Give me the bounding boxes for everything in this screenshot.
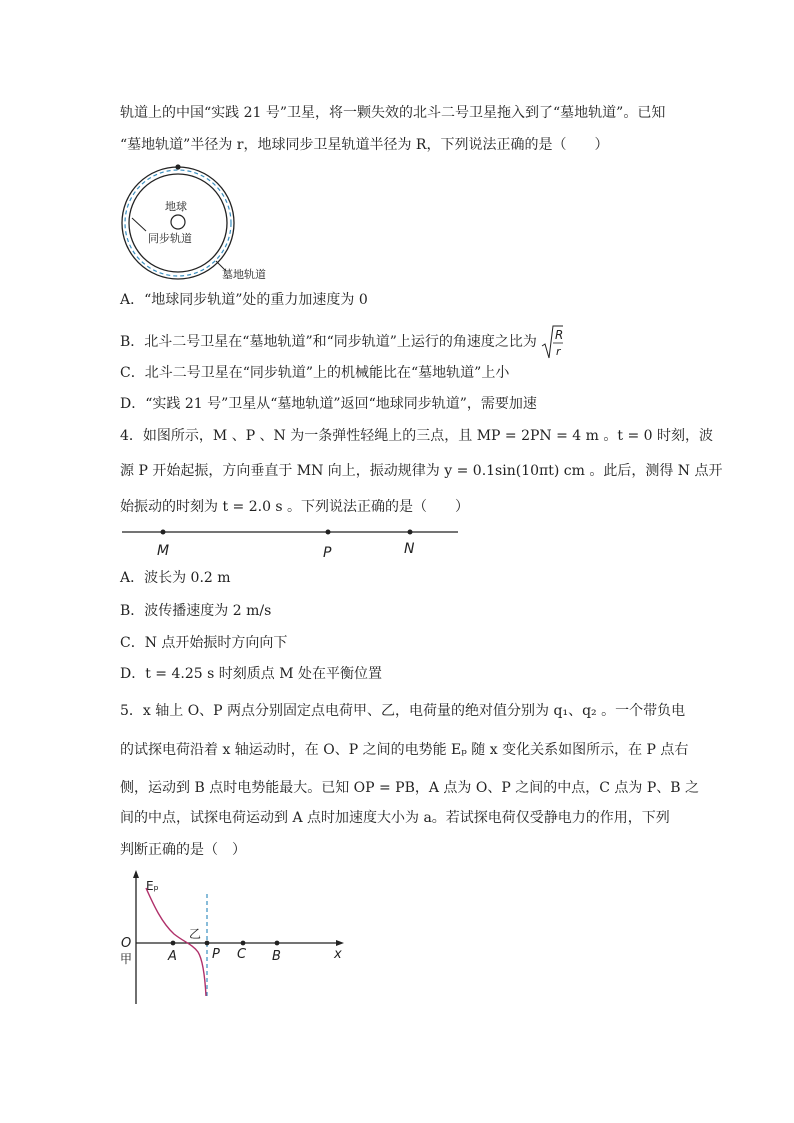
q5-stem-line-2: 的试探电荷沿着 x 轴运动时，在 O、P 之间的电势能 Eₚ 随 x 变化关系如图所示，在 P 点右 [120,742,689,758]
q4-option-a: A．波长为 0.2 m [120,570,231,586]
point-n-dot [408,530,413,535]
q4-option-c: C．N 点开始振时方向向下 [120,635,288,651]
point-p-dot [326,530,331,535]
earth-label: 地球 [165,200,187,213]
q3-stem-line-1: 轨道上的中国“实践 21 号”卫星，将一颗失效的北斗二号卫星拖入到了“墓地轨道”。已知 [120,105,666,121]
ratio-denominator: r [556,345,561,358]
q4-stem-line-3: 始振动的时刻为 t = 2.0 s 。下列说法正确的是（ ） [120,499,470,515]
point-b-label: B [272,949,281,964]
q5-stem-line-5: 判断正确的是（ ） [120,842,246,858]
sync-pointer [132,218,146,231]
grave-orbit-inner [129,174,227,272]
origin-label: O [121,936,132,951]
q3-option-c: C．北斗二号卫星在“同步轨道”上的机械能比在“墓地轨道”上小 [120,365,510,381]
point-c-dot [241,941,246,946]
q4-stem-line-2: 源 P 开始起振，方向垂直于 MN 向上，振动规律为 y = 0.1sin(10πt) cm 。此后，测得 N 点开 [120,463,723,479]
potential-energy-graph [114,868,354,1008]
charge-jia-label: 甲 [120,952,133,966]
q5-stem-line-1: 5．x 轴上 O、P 两点分别固定点电荷甲、乙，电荷量的绝对值分别为 q₁、q₂ 。一个带负电 [120,703,686,719]
ratio-numerator: R [555,328,564,342]
q4-option-d: D．t = 4.25 s 时刻质点 M 处在平衡位置 [120,666,382,682]
point-a-dot [171,941,176,946]
point-c-label: C [237,947,247,962]
sqrt-ratio [541,324,563,360]
point-p-label: P [323,545,332,561]
point-p-dot [205,941,210,946]
q3-option-a: A．“地球同步轨道”处的重力加速度为 0 [120,292,368,308]
q4-stem-line-1: 4．如图所示，M 、P 、N 为一条弹性轻绳上的三点，且 MP = 2PN = 4 m 。t = 0 时刻，波 [120,428,714,444]
earth-circle [171,215,185,229]
satellite-dot [175,164,180,169]
q3-option-d: D．“实践 21 号”卫星从“墓地轨道”返回“地球同步轨道”，需要加速 [120,396,537,412]
point-m-label: M [157,543,170,559]
sync-orbit-dashed [125,170,231,276]
point-n-label: N [404,541,415,557]
charge-yi-label: 乙 [189,927,202,941]
y-axis-label: Eₚ [146,879,159,893]
x-axis-arrow [336,940,344,946]
x-axis-label: x [334,947,342,962]
orbit-diagram [118,160,288,285]
sync-orbit-label: 同步轨道 [148,232,192,245]
point-m-dot [161,530,166,535]
point-b-dot [275,941,280,946]
grave-orbit-label: 墓地轨道 [222,268,266,281]
q5-stem-line-4: 间的中点，试探电荷运动到 A 点时加速度大小为 a。若试探电荷仅受静电力的作用，下列 [120,810,670,826]
ep-curve [146,888,206,996]
point-a-label: A [168,949,177,964]
q4-option-b: B．波传播速度为 2 m/s [120,603,272,619]
q5-stem-line-3: 侧，运动到 B 点时电势能最大。已知 OP = PB，A 点为 O、P 之间的中点，C 点为 P、B 之 [120,780,700,796]
q3-stem-line-2: “墓地轨道”半径为 r，地球同步卫星轨道半径为 R，下列说法正确的是（ ） [120,137,609,153]
point-p-label: P [212,947,220,962]
q3-option-b [120,324,563,360]
rope-diagram [118,522,463,562]
q3-option-b-text: B．北斗二号卫星在“墓地轨道”和“同步轨道”上运行的角速度之比为 [120,334,537,350]
y-axis-arrow [133,870,139,878]
